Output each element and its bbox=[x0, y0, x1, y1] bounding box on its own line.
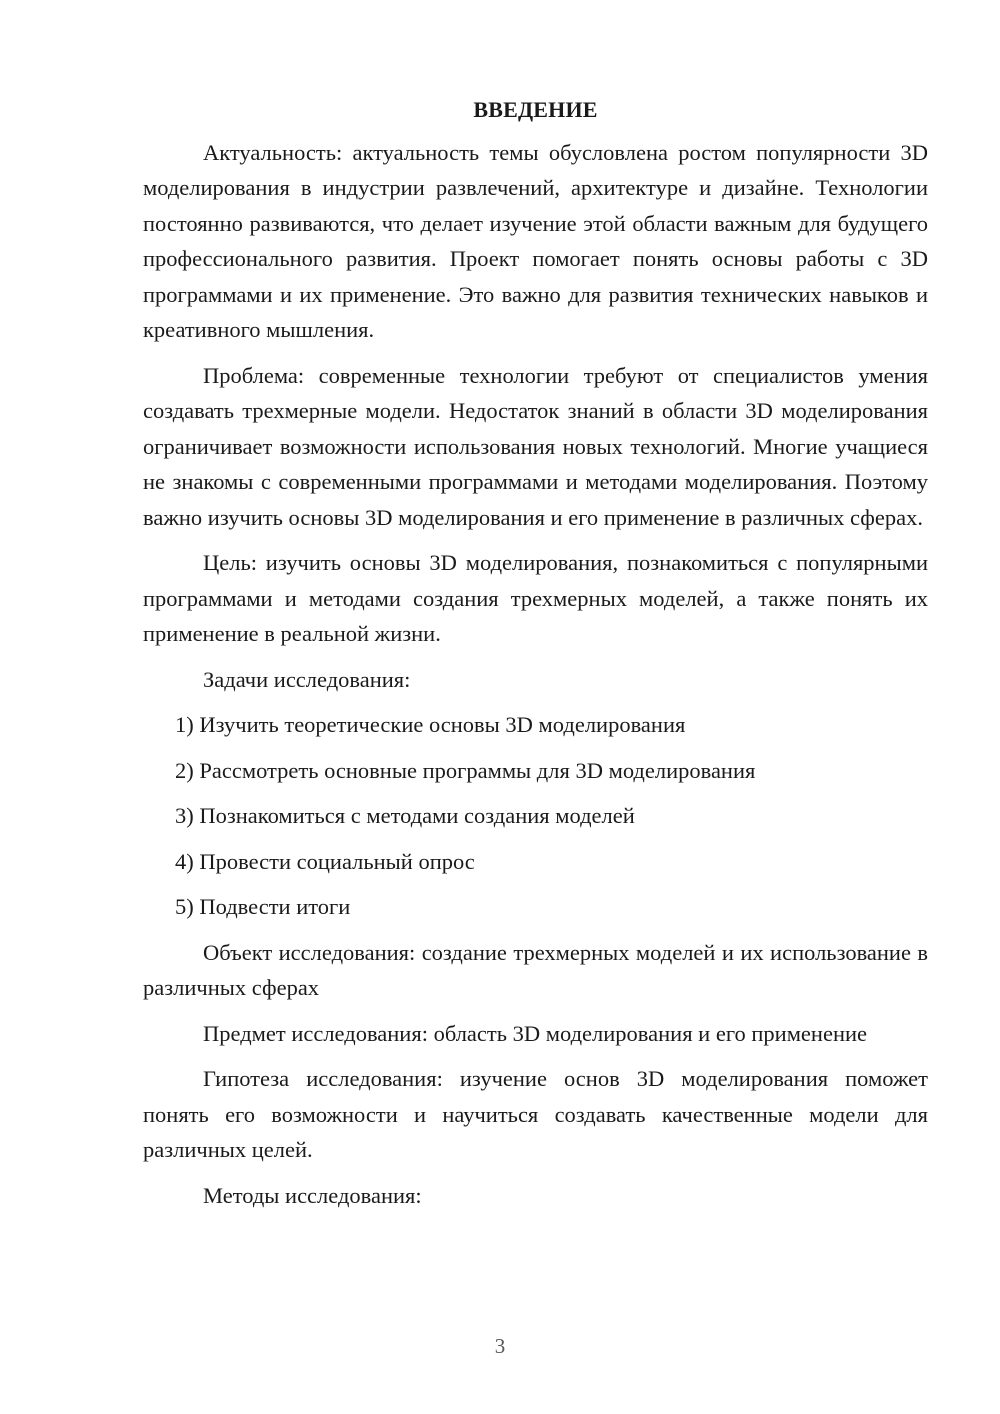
page-number: 3 bbox=[494, 1334, 506, 1358]
hypothesis-paragraph: Гипотеза исследования: изучение основ 3D моделирования поможет понять его возможности и научиться создавать качественные модели для различных целей. bbox=[143, 1066, 928, 1162]
list-item: 5) Подвести итоги bbox=[175, 894, 351, 919]
tasks-heading: Задачи исследования: bbox=[203, 666, 411, 692]
list-item: 3) Познакомиться с методами создания моделей bbox=[175, 803, 635, 828]
methods-heading: Методы исследования: bbox=[203, 1182, 422, 1208]
goal-paragraph: Цель: изучить основы 3D моделирования, познакомиться с популярными программами и методами создания трехмерных моделей, а также понять их применение в реальной жизни. bbox=[143, 550, 928, 646]
list-item: 1) Изучить теоретические основы 3D моделирования bbox=[175, 712, 686, 737]
document-page bbox=[143, 92, 928, 1223]
subject-paragraph: Предмет исследования: область 3D моделирования и его применение bbox=[203, 1020, 868, 1046]
page-title: ВВЕДЕНИЕ bbox=[473, 97, 598, 122]
problem-paragraph: Проблема: современные технологии требуют от специалистов умения создавать трехмерные модели. Недостаток знаний в области 3D моделирования ограничивает возможности использования новых технологий. Многие учащиеся не знакомы с современными программами и методами моделирования. Поэтому важно изучить основы 3D моделирования и его применение в различных сферах. bbox=[143, 362, 928, 530]
relevance-paragraph: Актуальность: актуальность темы обусловлена ростом популярности 3D моделирования в индустрии развлечений, архитектуре и дизайне. Технологии постоянно развиваются, что делает изучение этой области важным для будущего профессионального развития. Проект помогает понять основы работы с 3D программами и их применение. Это важно для развития технических навыков и креативного мышления. bbox=[143, 139, 928, 342]
list-item: 2) Рассмотреть основные программы для 3D моделирования bbox=[175, 757, 756, 783]
object-paragraph: Объект исследования: создание трехмерных моделей и их использование в различных сферах bbox=[143, 939, 928, 1000]
tasks-list bbox=[143, 707, 928, 925]
list-item: 4) Провести социальный опрос bbox=[175, 848, 475, 874]
